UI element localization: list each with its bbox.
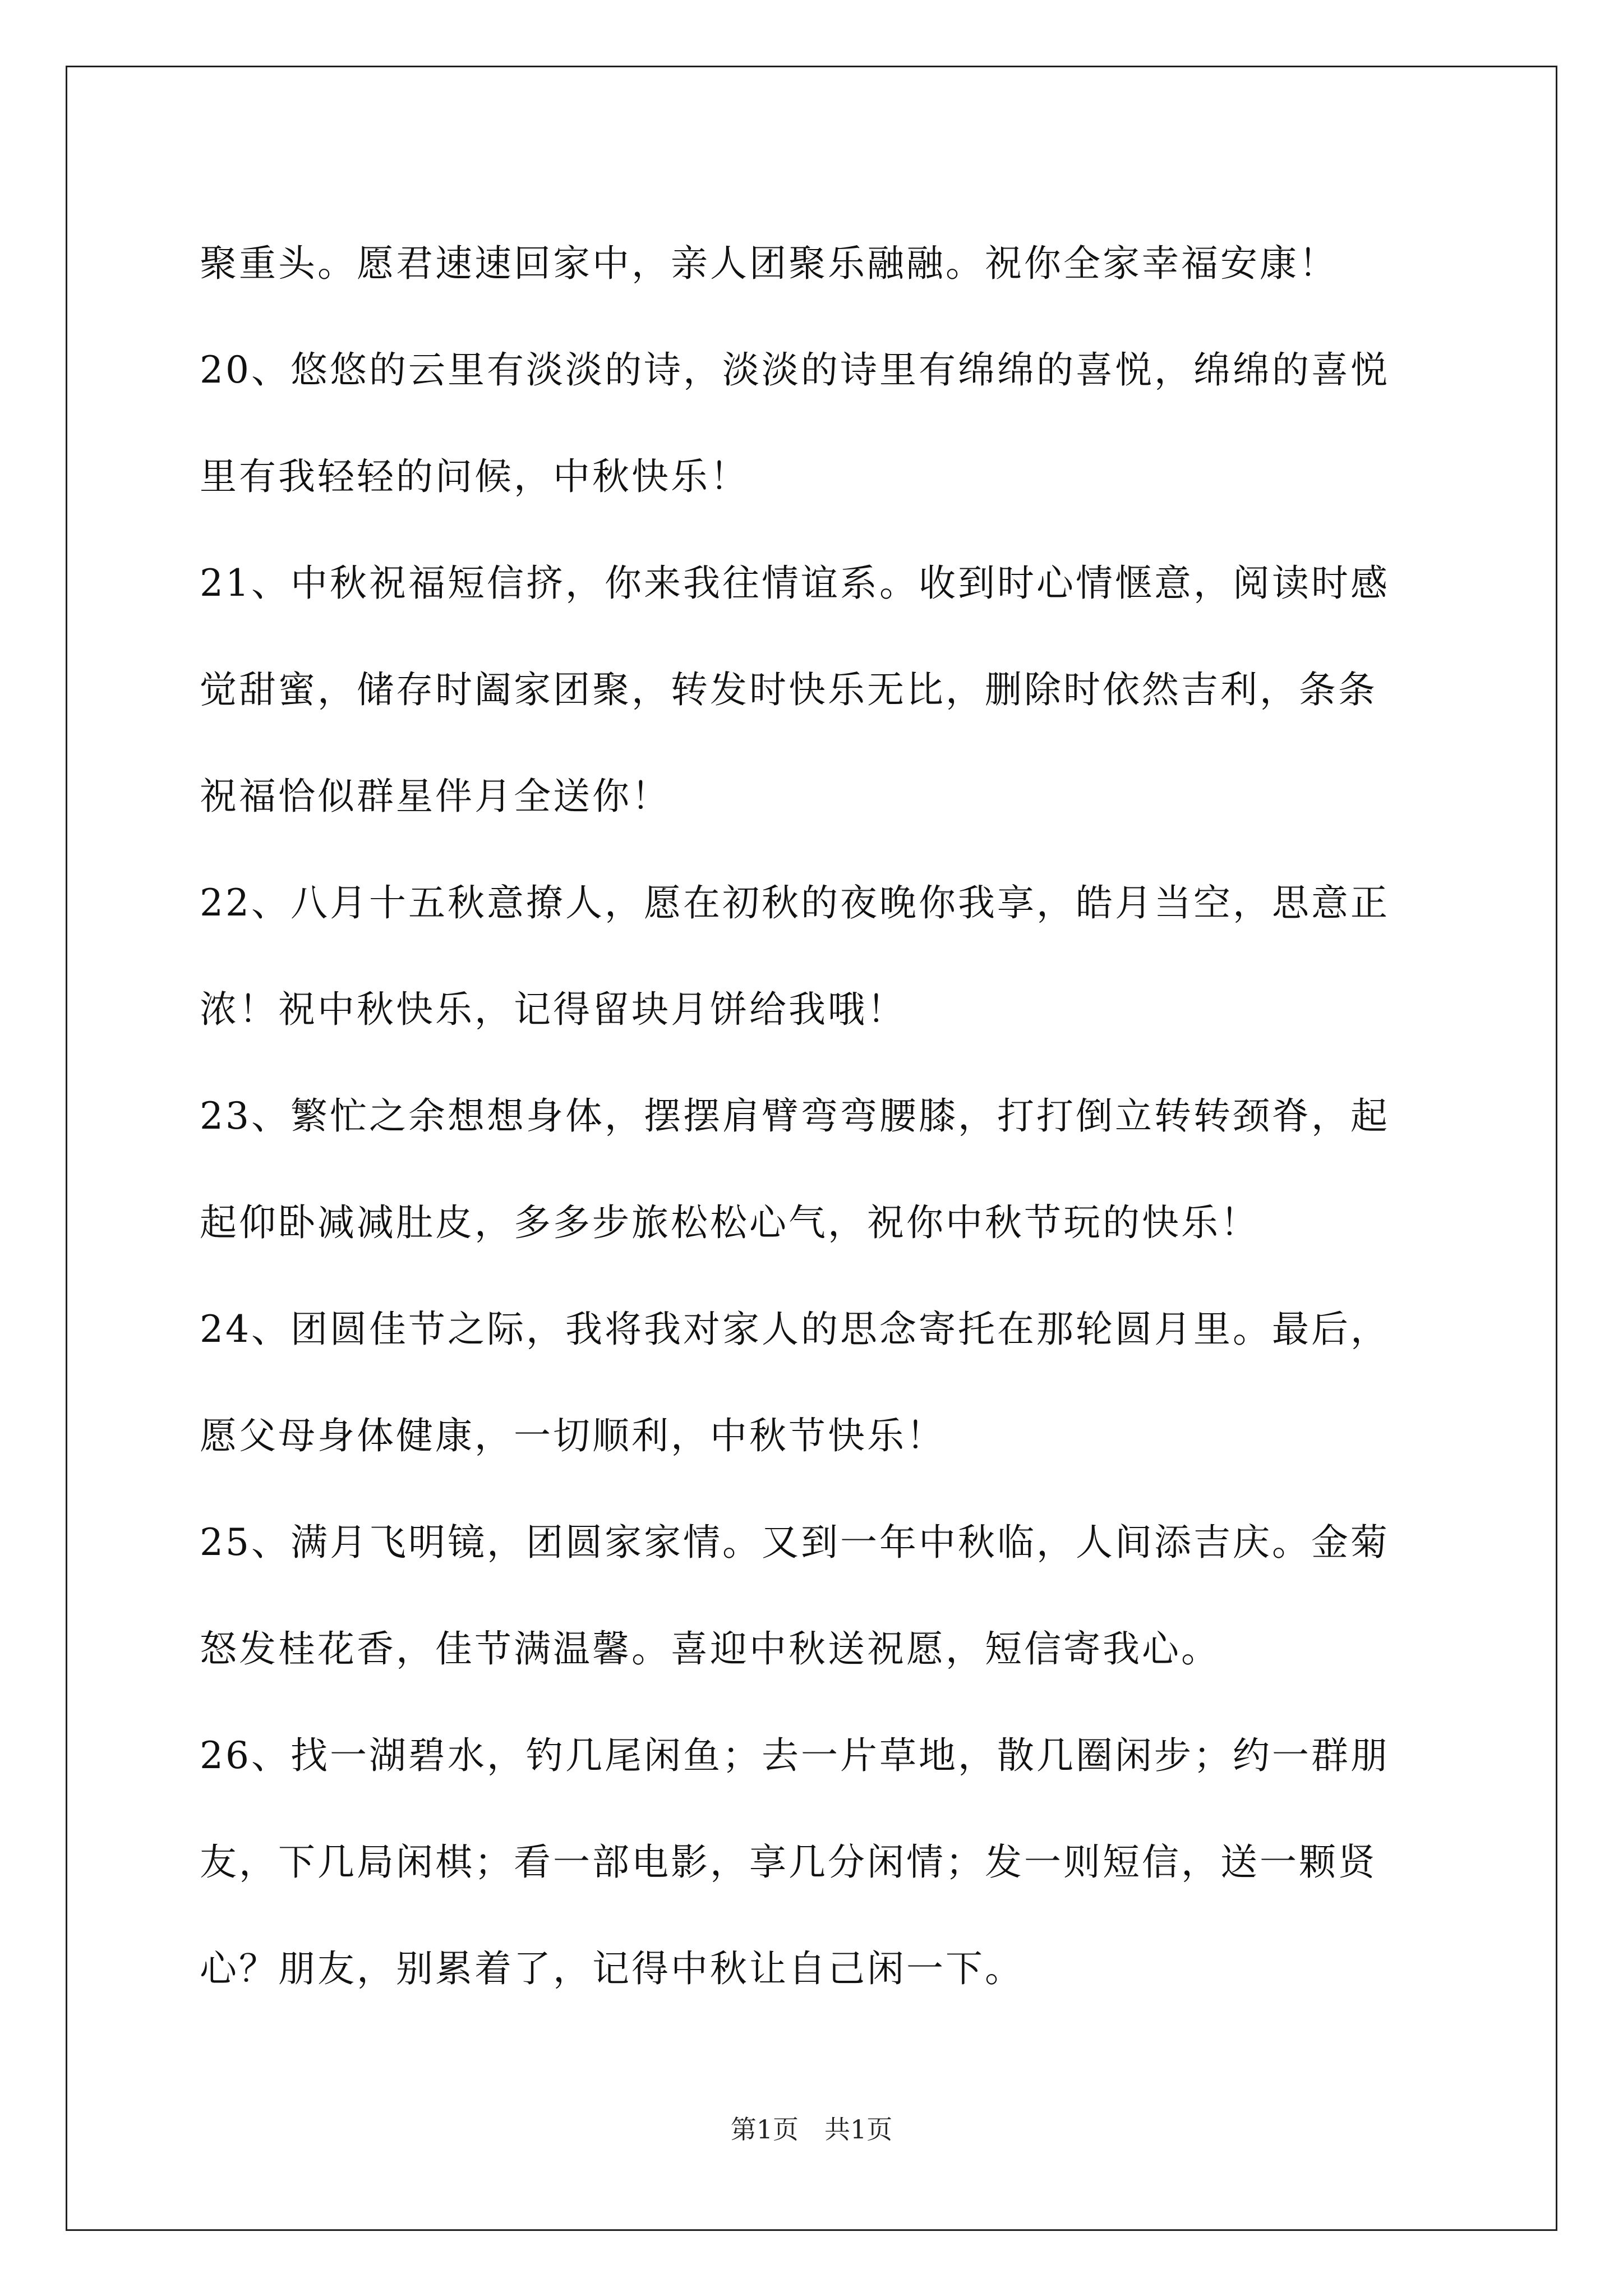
text-line: 心？朋友，别累着了，记得中秋让自己闲一下。 xyxy=(200,1947,1024,1990)
text-line: 祝福恰似群星伴月全送你！ xyxy=(200,775,671,818)
text-line: 浓！祝中秋快乐，记得留块月饼给我哦！ xyxy=(200,988,906,1031)
text-line: 20、悠悠的云里有淡淡的诗，淡淡的诗里有绵绵的喜悦，绵绵的喜悦 xyxy=(200,348,1390,392)
text-line: 21、中秋祝福短信挤，你来我往情谊系。收到时心情惬意，阅读时感 xyxy=(200,562,1390,605)
text-line: 26、找一湖碧水，钓几尾闲鱼；去一片草地，散几圈闲步；约一群朋 xyxy=(200,1734,1390,1777)
text-line: 觉甜蜜，储存时阖家团聚，转发时快乐无比，删除时依然吉利，条条 xyxy=(200,668,1377,711)
text-line: 友，下几局闲棋；看一部电影，享几分闲情；发一则短信，送一颗贤 xyxy=(200,1841,1377,1884)
document-body xyxy=(200,210,1433,2022)
text-line: 怒发桂花香，佳节满温馨。喜迎中秋送祝愿，短信寄我心。 xyxy=(200,1627,1220,1671)
text-line: 24、团圆佳节之际，我将我对家人的思念寄托在那轮圆月里。最后， xyxy=(200,1308,1390,1351)
text-line: 愿父母身体健康，一切顺利，中秋节快乐！ xyxy=(200,1414,946,1457)
text-line: 起仰卧减减肚皮，多多步旅松松心气，祝你中秋节玩的快乐！ xyxy=(200,1201,1260,1244)
text-line: 里有我轻轻的问候，中秋快乐！ xyxy=(200,455,749,498)
text-line: 23、繁忙之余想想身体，摆摆肩臂弯弯腰膝，打打倒立转转颈脊，起 xyxy=(200,1094,1390,1138)
page-footer: 第1页 共1页 xyxy=(730,2114,893,2145)
text-line: 22、八月十五秋意撩人，愿在初秋的夜晚你我享，皓月当空，思意正 xyxy=(200,881,1390,924)
text-line: 25、满月飞明镜，团圆家家情。又到一年中秋临，人间添吉庆。金菊 xyxy=(200,1521,1390,1564)
text-line: 聚重头。愿君速速回家中，亲人团聚乐融融。祝你全家幸福安康！ xyxy=(200,242,1338,285)
